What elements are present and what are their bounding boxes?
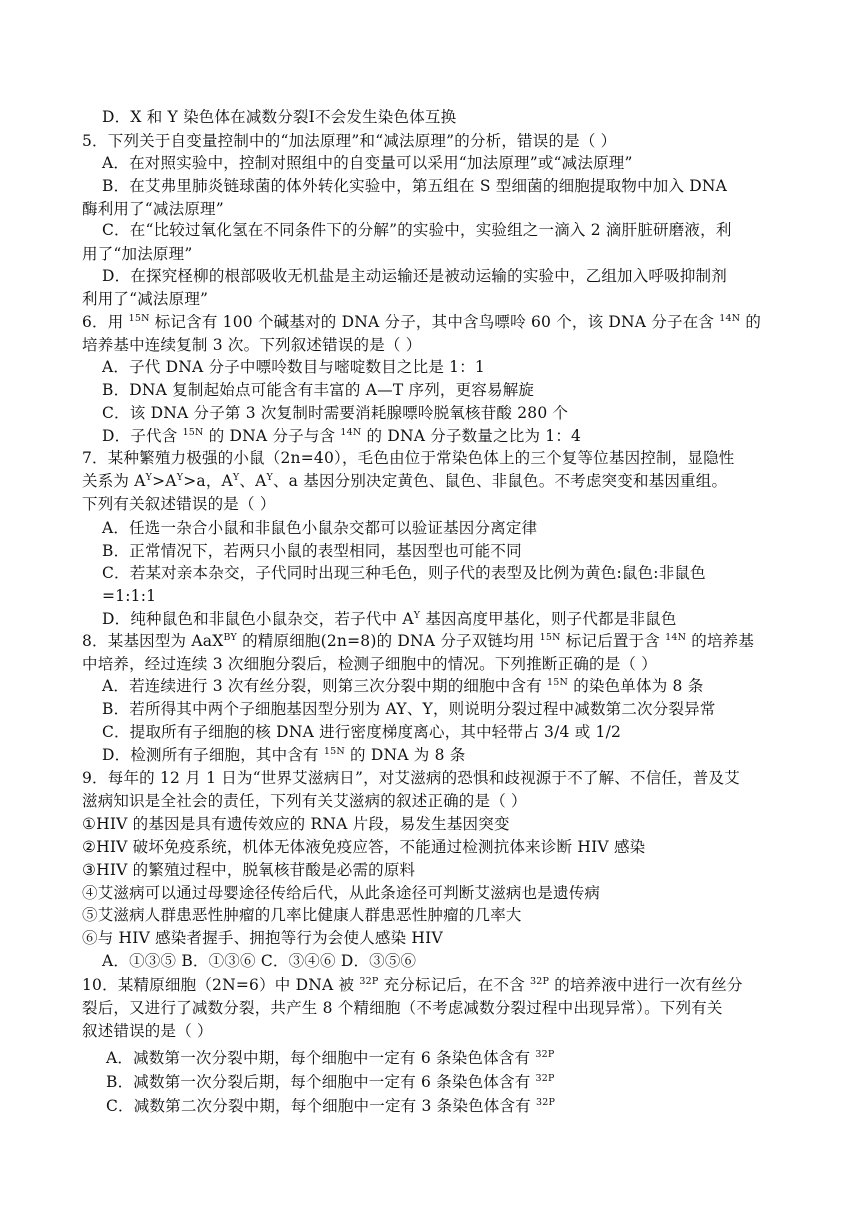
option-line: D．纯种鼠色和非鼠色小鼠杂交，若子代中 $A^Y$ 基因高度甲基化，则子代都是非鼠色 — [102, 610, 677, 628]
option-line: A．在对照实验中，控制对照组中的自变量可以采用“加法原理”或“减法原理” — [102, 154, 633, 172]
question-line: 中培养，经过连续 3 次细胞分裂后，检测子细胞中的情况。下列推断正确的是（ ） — [82, 655, 657, 673]
question-line: 6．用 $^{15N}$ 标记含有 100 个碱基对的 DNA 分子，其中含鸟嘌呤 60 个，该 DNA 分子在含 $^{14N}$ 的 — [82, 313, 762, 331]
question-line: ②HIV 破坏免疫系统，机体无体液免疫应答，不能通过检测抗体来诊断 HIV 感染 — [82, 838, 646, 856]
option-line: C．在“比较过氧化氢在不同条件下的分解”的实验中，实验组之一滴入 2 滴肝脏研磨液，利 — [102, 221, 732, 239]
question-line: 利用了“减法原理” — [82, 290, 209, 308]
question-line: 裂后，又进行了减数分裂，共产生 8 个精细胞（不考虑减数分裂过程中出现异常）。下列有关 — [82, 999, 723, 1017]
question-line: 叙述错误的是（ ） — [82, 1022, 213, 1040]
question-line: 8．某基因型为 AaX$^{BY}$ 的精原细胞(2n=8)的 DNA 分子双链均用 $^{15N}$ 标记后置于含 $^{14N}$ 的培养基 — [82, 632, 755, 650]
option-line: B．在艾弗里肺炎链球菌的体外转化实验中，第五组在 S 型细菌的细胞提取物中加入 DNA — [102, 177, 728, 195]
question-line: 7．某种繁殖力极强的小鼠（2n=40），毛色由位于常染色体上的三个复等位基因控制，显隐性 — [82, 449, 735, 467]
question-line: ③HIV 的繁殖过程中，脱氧核苷酸是必需的原料 — [82, 861, 416, 879]
option-line: A．任选一杂合小鼠和非鼠色小鼠杂交都可以验证基因分离定律 — [102, 519, 538, 537]
question-line: 用了“加法原理” — [82, 245, 193, 263]
question-line: ①HIV 的基因是具有遗传效应的 RNA 片段，易发生基因突变 — [82, 815, 510, 833]
question-line: ⑥与 HIV 感染者握手、拥抱等行为会使人感染 HIV — [82, 929, 443, 947]
option-line: D．在探究柽柳的根部吸收无机盐是主动运输还是被动运输的实验中，乙组加入呼吸抑制剂 — [102, 267, 727, 285]
option-line: B．若所得其中两个子细胞基因型分别为 AY、Y，则说明分裂过程中减数第二次分裂异常 — [102, 700, 716, 718]
option-line: C．该 DNA 分子第 3 次复制时需要消耗腺嘌呤脱氧核苷酸 280 个 — [102, 404, 569, 422]
option-line: C．若某对亲本杂交，子代同时出现三种毛色，则子代的表型及比例为黄色:鼠色:非鼠色 — [102, 564, 706, 582]
question-line: 5．下列关于自变量控制中的“加法原理”和“减法原理”的分析，错误的是（ ） — [82, 132, 617, 150]
option-line: D．X 和 Y 染色体在减数分裂Ⅰ不会发生染色体互换 — [102, 108, 457, 126]
question-line: 滋病知识是全社会的责任，下列有关艾滋病的叙述正确的是（ ） — [82, 792, 527, 810]
question-line: 酶利用了“减法原理” — [82, 200, 224, 218]
option-line: A．若连续进行 3 次有丝分裂，则第三次分裂中期的细胞中含有 $^{15N}$ 的染色单体为 8 条 — [102, 677, 704, 695]
question-line: 下列有关叙述错误的是（ ） — [82, 495, 276, 513]
option-line: A．子代 DNA 分子中嘌呤数目与嘧啶数目之比是 1：1 — [102, 358, 485, 376]
question-line: ⑤艾滋病人群患恶性肿瘤的几率比健康人群患恶性肿瘤的几率大 — [82, 906, 522, 924]
option-line: A．减数第一次分裂中期，每个细胞中一定有 6 条染色体含有 $^{32P}$ — [106, 1049, 555, 1067]
question-line: 10．某精原细胞（2N=6）中 DNA 被 $^{32P}$ 充分标记后，在不含 $^{32P}$ 的培养液中进行一次有丝分 — [82, 976, 743, 994]
question-line: ④艾滋病可以通过母婴途径传给后代，从此条途径可判断艾滋病也是遗传病 — [82, 884, 601, 902]
option-line: =1:1:1 — [102, 587, 157, 605]
option-line: B．正常情况下，若两只小鼠的表型相同，基因型也可能不同 — [102, 542, 522, 560]
option-line: C．提取所有子细胞的核 DNA 进行密度梯度离心，其中轻带占 3/4 或 1/2 — [102, 723, 622, 741]
option-line: D．检测所有子细胞，其中含有 $^{15N}$ 的 DNA 为 8 条 — [102, 746, 466, 764]
question-line: 关系为 $A^Y>A^Y>a$，$A^Y$、$A^Y$、a 基因分别决定黄色、鼠色、非鼠色。不考虑突变和基因重组。 — [82, 472, 728, 490]
question-line: 9．每年的 12 月 1 日为“世界艾滋病日”，对艾滋病的恐惧和歧视源于不了解、不信任，普及艾 — [82, 769, 740, 787]
option-line: D．子代含 $^{15N}$ 的 DNA 分子与含 $^{14N}$ 的 DNA 分子数量之比为 1：4 — [102, 427, 582, 445]
option-line: C．减数第二次分裂中期，每个细胞中一定有 3 条染色体含有 $^{32P}$ — [106, 1097, 556, 1115]
option-line: B．减数第一次分裂后期，每个细胞中一定有 6 条染色体含有 $^{32P}$ — [106, 1073, 555, 1091]
question-line: 培养基中连续复制 3 次。下列叙述错误的是（ ） — [82, 336, 422, 354]
option-line: A．①③⑤ B．①③⑥ C．③④⑥ D．③⑤⑥ — [102, 952, 417, 970]
option-line: B．DNA 复制起始点可能含有丰富的 A—T 序列，更容易解旋 — [102, 381, 535, 399]
